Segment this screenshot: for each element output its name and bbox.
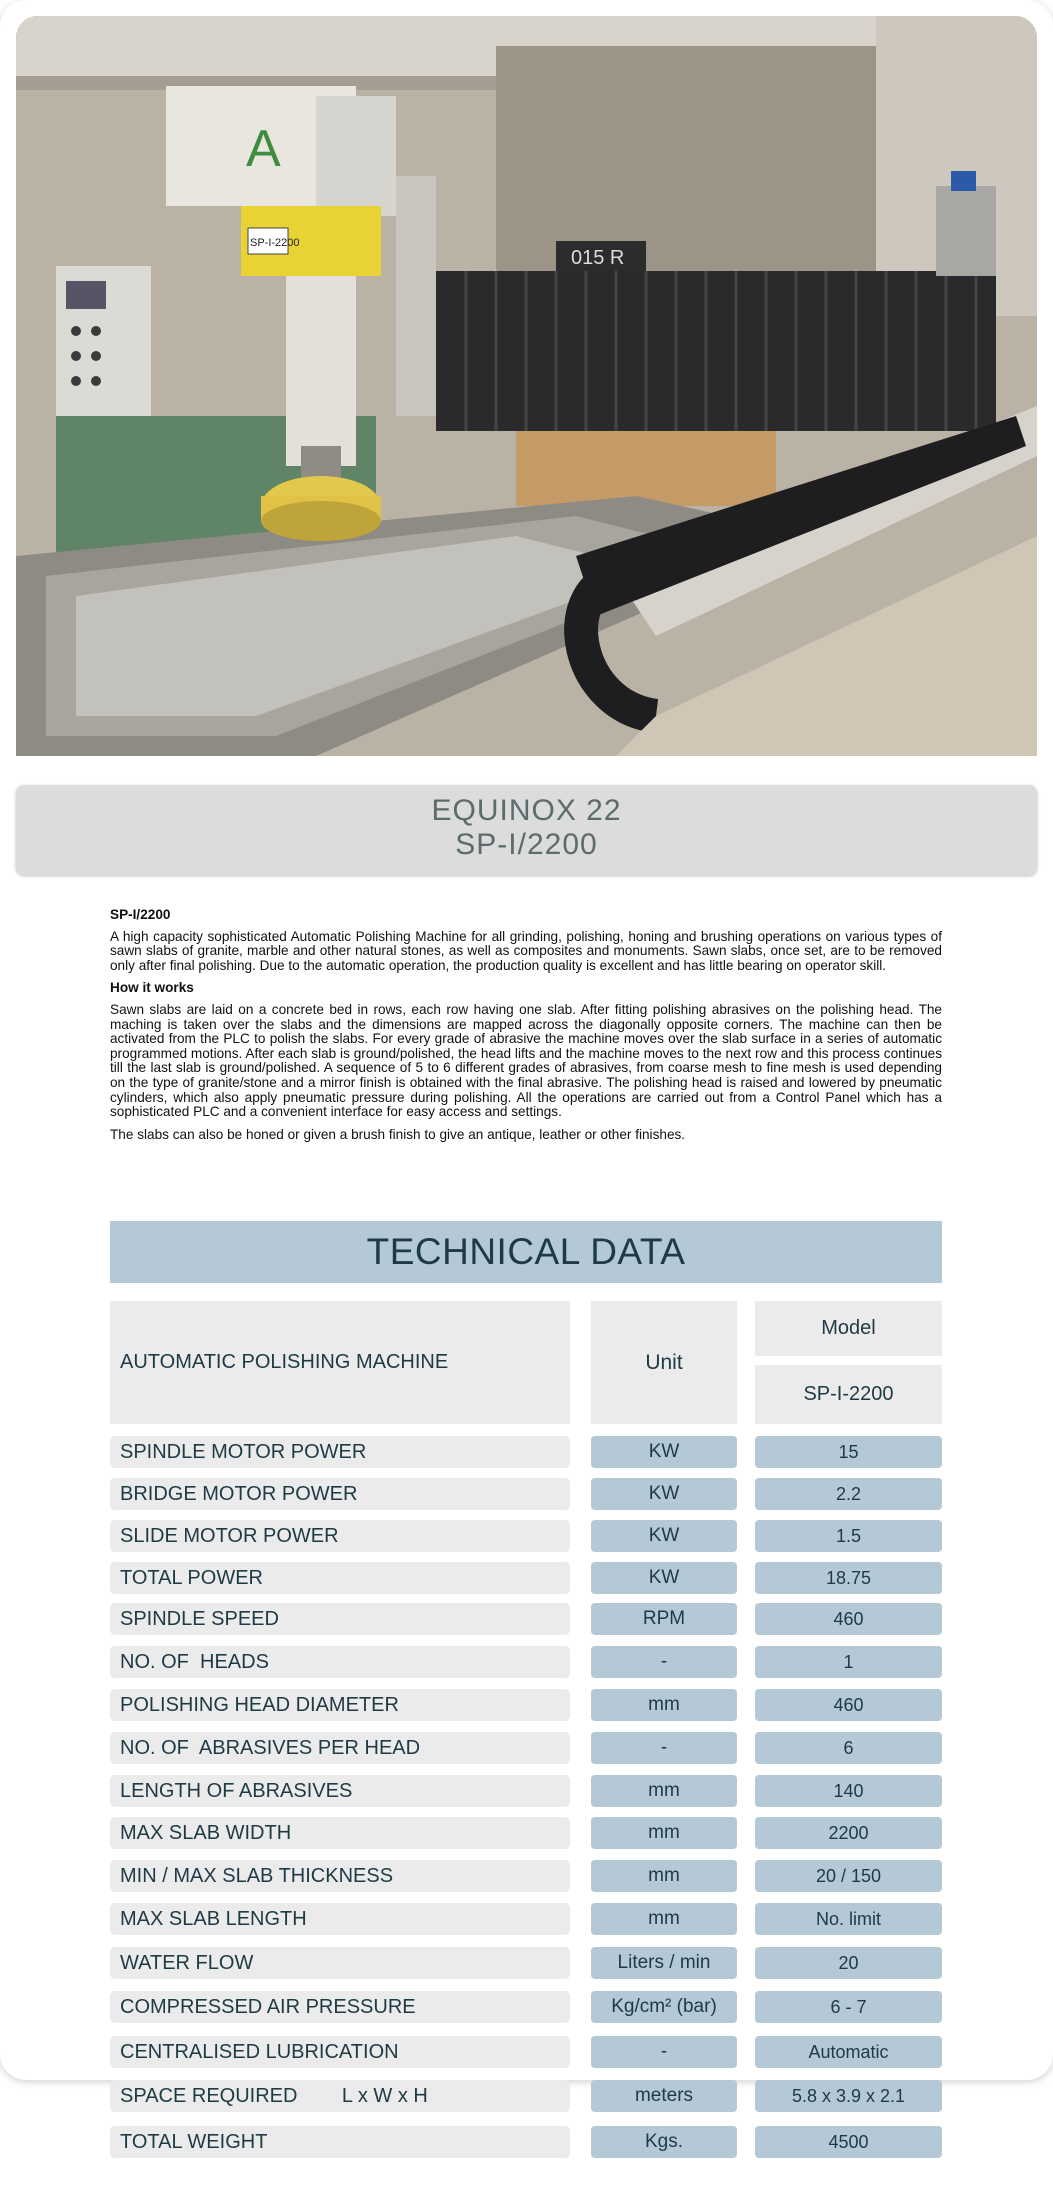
header-model — [755, 1301, 942, 1356]
table-row — [0, 1775, 1053, 1807]
spec-unit: mm — [591, 1689, 737, 1721]
spec-value: Automatic — [755, 2036, 942, 2068]
spec-label: BRIDGE MOTOR POWER — [110, 1478, 570, 1510]
table-row — [0, 2080, 1053, 2112]
spec-label: POLISHING HEAD DIAMETER — [110, 1689, 570, 1721]
header-machine-label-text: AUTOMATIC POLISHING MACHINE — [120, 1351, 449, 1373]
spec-unit: - — [591, 1646, 737, 1678]
spec-value: 1 — [755, 1646, 942, 1678]
header-machine-label — [110, 1301, 570, 1424]
spec-label: LENGTH OF ABRASIVES — [110, 1775, 570, 1807]
spec-label: NO. OF HEADS — [110, 1646, 570, 1678]
table-row — [0, 2126, 1053, 2158]
photo-sign-text: 015 R — [571, 247, 625, 269]
machine-plate-text: SP-I-2200 — [250, 237, 300, 249]
title-banner — [16, 785, 1037, 875]
spec-label: MAX SLAB LENGTH — [110, 1903, 570, 1935]
product-series-title: EQUINOX 22 — [431, 794, 622, 827]
spec-unit: KW — [591, 1520, 737, 1552]
spec-unit: KW — [591, 1436, 737, 1468]
machine-illustration — [16, 16, 1037, 756]
spec-value: 2200 — [755, 1817, 942, 1849]
spec-value: 460 — [755, 1603, 942, 1635]
spec-value: 20 / 150 — [755, 1860, 942, 1892]
spec-value: 460 — [755, 1689, 942, 1721]
spec-unit: Liters / min — [591, 1947, 737, 1979]
technical-data-title: TECHNICAL DATA — [110, 1221, 942, 1283]
description-heading: SP-I/2200 — [110, 907, 171, 922]
spec-label: TOTAL WEIGHT — [110, 2126, 570, 2158]
spec-value: 140 — [755, 1775, 942, 1807]
spec-value: 4500 — [755, 2126, 942, 2158]
description-section — [110, 908, 942, 1150]
spec-label: NO. OF ABRASIVES PER HEAD — [110, 1732, 570, 1764]
table-row — [0, 1817, 1053, 1849]
spec-unit: Kgs. — [591, 2126, 737, 2158]
how-it-works-paragraph: Sawn slabs are laid on a concrete bed in rows, each row having one slab. After fitting polishing abrasives on the polishing head. The maching is taken over the slabs and the dimensions are mapped across the diagonally opposite corners. The machine can then be activated from the PLC to polish the slabs. For every grade of abrasive the machine moves over the slab surface in a series of automatic programmed motions. After each slab is ground/polished, the head lifts and the machine moves to the next row and this process continues till the last slab is ground/polished. A sequence of 5 to 6 different grades of abrasives, from coarse mesh to fine mesh is used depending on the type of granite/stone and a mirror finish is obtained with the final abrasive. The polishing head is raised and lowered by pneumatic cylinders, which also apply pneumatic pressure during polishing. All the operations are carried out from a Control Panel which has a sophisticated PLC and a convenient interface for easy access and settings. — [110, 1001, 942, 1120]
description-paragraph: A high capacity sophisticated Automatic Polishing Machine for all grinding, polishing, honing and brushing operations on various types of sawn slabs of granite, marble and other natural stones, as well as composites and monuments. Sawn slabs, once set, are to be removed only after final polishing. Due to the automatic operation, the production quality is excellent and has little bearing on operator skill. — [110, 928, 942, 973]
table-row — [0, 1947, 1053, 1979]
spec-value: 20 — [755, 1947, 942, 1979]
spec-label: SPINDLE SPEED — [110, 1603, 570, 1635]
machine-photo — [16, 16, 1037, 756]
spec-value: 18.75 — [755, 1562, 942, 1594]
spec-label: WATER FLOW — [110, 1947, 570, 1979]
table-row — [0, 1562, 1053, 1594]
table-row — [0, 1991, 1053, 2023]
spec-value: 2.2 — [755, 1478, 942, 1510]
spec-unit: RPM — [591, 1603, 737, 1635]
spec-unit: - — [591, 1732, 737, 1764]
table-row — [0, 1903, 1053, 1935]
header-model-value — [755, 1365, 942, 1424]
how-it-works-heading: How it works — [110, 980, 194, 996]
spec-unit: Kg/cm² (bar) — [591, 1991, 737, 2023]
table-row — [0, 1520, 1053, 1552]
spec-value: 6 - 7 — [755, 1991, 942, 2023]
spec-unit: mm — [591, 1860, 737, 1892]
spec-value: 15 — [755, 1436, 942, 1468]
header-model-value-text: SP-I-2200 — [803, 1383, 894, 1405]
spec-unit: - — [591, 2036, 737, 2068]
table-row — [0, 1478, 1053, 1510]
table-row — [0, 1646, 1053, 1678]
spec-value: 6 — [755, 1732, 942, 1764]
table-row — [0, 1436, 1053, 1468]
spec-label: SLIDE MOTOR POWER — [110, 1520, 570, 1552]
svg-text:A: A — [246, 120, 281, 178]
spec-unit: meters — [591, 2080, 737, 2112]
table-row — [0, 1689, 1053, 1721]
spec-label: MIN / MAX SLAB THICKNESS — [110, 1860, 570, 1892]
table-row — [0, 1860, 1053, 1892]
spec-label: COMPRESSED AIR PRESSURE — [110, 1991, 570, 2023]
spec-label: MAX SLAB WIDTH — [110, 1817, 570, 1849]
spec-unit: mm — [591, 1903, 737, 1935]
finishes-paragraph: The slabs can also be honed or given a brush finish to give an antique, leather or other finishes. — [110, 1126, 686, 1142]
table-row — [0, 1603, 1053, 1635]
spec-label: SPACE REQUIRED L x W x H — [110, 2080, 570, 2112]
header-unit-text: Unit — [645, 1350, 683, 1374]
product-model-title: SP-I/2200 — [455, 828, 598, 861]
spec-unit: mm — [591, 1817, 737, 1849]
table-row — [0, 2036, 1053, 2068]
spec-label: TOTAL POWER — [110, 1562, 570, 1594]
spec-unit: KW — [591, 1562, 737, 1594]
spec-label: SPINDLE MOTOR POWER — [110, 1436, 570, 1468]
spec-value: 1.5 — [755, 1520, 942, 1552]
spec-value: No. limit — [755, 1903, 942, 1935]
spec-unit: KW — [591, 1478, 737, 1510]
table-row — [0, 1732, 1053, 1764]
spec-value: 5.8 x 3.9 x 2.1 — [755, 2080, 942, 2112]
spec-label: CENTRALISED LUBRICATION — [110, 2036, 570, 2068]
header-unit — [591, 1301, 737, 1424]
header-model-text: Model — [821, 1317, 876, 1339]
spec-unit: mm — [591, 1775, 737, 1807]
